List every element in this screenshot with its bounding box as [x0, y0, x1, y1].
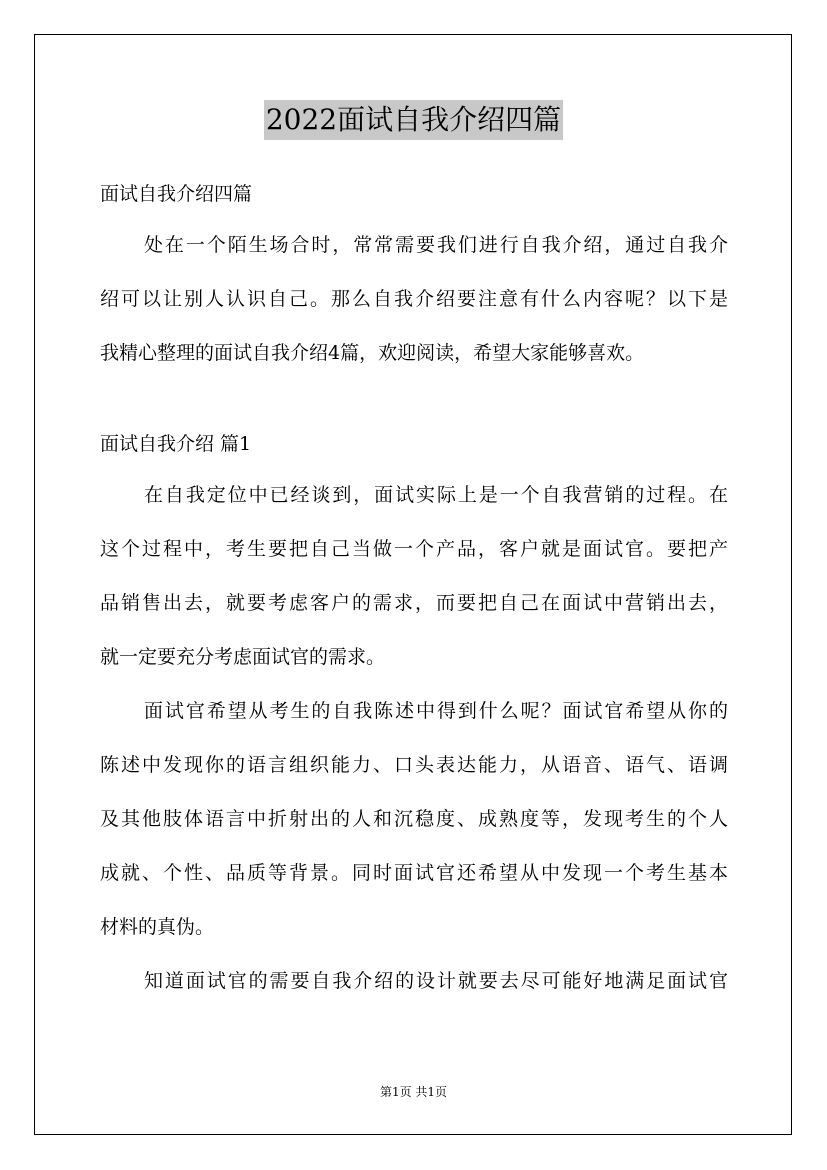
paragraph-line: 绍可以让别人认识自己。那么自我介绍要注意有什么内容呢？以下是 [100, 288, 728, 310]
paragraph-line: 面试官希望从考生的自我陈述中得到什么呢？面试官希望从你的 [144, 700, 728, 722]
page-footer: 第1页 共1页 [379, 1085, 448, 1099]
title-wrap [0, 100, 827, 140]
paragraph-line: 我精心整理的面试自我介绍4篇，欢迎阅读，希望大家能够喜欢。 [100, 342, 645, 364]
paragraph-line: 材料的真伪。 [100, 916, 215, 938]
paragraph-line: 成就、个性、品质等背景。同时面试官还希望从中发现一个考生基本 [100, 862, 728, 884]
section-heading: 面试自我介绍 篇1 [100, 433, 252, 455]
paragraph-line: 就一定要充分考虑面试官的需求。 [100, 646, 386, 668]
paragraph-line: 处在一个陌生场合时，常常需要我们进行自我介绍，通过自我介 [144, 234, 728, 256]
document-title: 2022面试自我介绍四篇 [264, 100, 563, 140]
section1-paragraph-3 [100, 954, 728, 1008]
paragraph-line: 知道面试官的需要自我介绍的设计就要去尽可能好地满足面试官 [144, 970, 728, 992]
paragraph-line: 及其他肢体语言中折射出的人和沉稳度、成熟度等，发现考生的个人 [100, 808, 728, 830]
paragraph-line: 陈述中发现你的语言组织能力、口头表达能力，从语音、语气、语调 [100, 754, 728, 776]
section1-paragraph-1 [100, 468, 728, 684]
paragraph-line: 品销售出去，就要考虑客户的需求，而要把自己在面试中营销出去， [100, 592, 728, 614]
subtitle: 面试自我介绍四篇 [100, 183, 253, 205]
section1-paragraph-2 [100, 684, 728, 954]
paragraph-line: 这个过程中，考生要把自己当做一个产品，客户就是面试官。要把产 [100, 538, 728, 560]
document-body [100, 176, 728, 1008]
paragraph-line: 在自我定位中已经谈到，面试实际上是一个自我营销的过程。在 [144, 484, 728, 506]
spacer [100, 380, 728, 418]
intro-paragraph [100, 218, 728, 380]
